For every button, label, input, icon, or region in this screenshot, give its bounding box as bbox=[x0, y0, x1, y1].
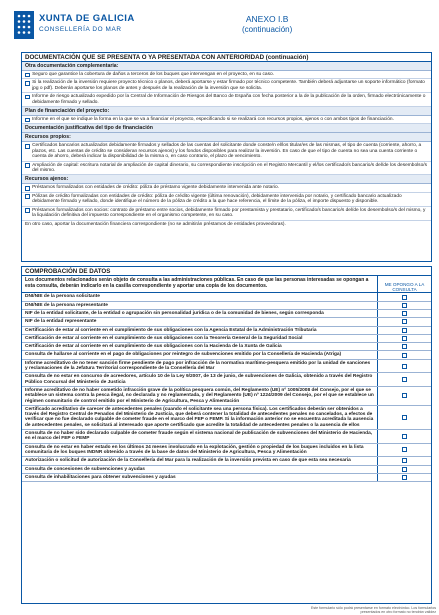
oppose-cell bbox=[377, 318, 431, 325]
check-row bbox=[22, 466, 431, 474]
data-check-intro bbox=[22, 276, 431, 293]
oppose-column-header: ME OPONGO A LA CONSULTA bbox=[377, 276, 431, 292]
check-row-text: DNI/NIE de la persona solicitante bbox=[25, 294, 100, 300]
page-header bbox=[14, 8, 425, 48]
document-item bbox=[22, 142, 431, 161]
check-row-text: NIF de la entidad solicitante, de la entidad o agrupación sin personalidad jurídica o de la comunidad de bienes, según corresponda bbox=[25, 311, 324, 316]
oppose-checkbox[interactable] bbox=[402, 328, 407, 333]
check-row-text: Informe acreditativo de no tener sanción firme pendiente de pago por infracción de la normativa marítimo-pesquera emitido por la unidad de sanciones y reclamaciones de la Jefatura Territorial correspondiente de la Consellería del Mar bbox=[25, 360, 371, 372]
group-heading: Otra documentación complementaria: bbox=[22, 62, 431, 71]
check-row bbox=[22, 327, 431, 335]
oppose-cell bbox=[377, 327, 431, 334]
check-row bbox=[22, 343, 431, 351]
check-row bbox=[22, 373, 431, 387]
check-row-text: Certificación de estar al corriente en el cumplimiento de sus obligaciones con la Agencia Estatal de la Administración Tributaria bbox=[25, 327, 317, 333]
oppose-cell bbox=[377, 360, 431, 373]
document-item bbox=[22, 116, 431, 124]
oppose-cell bbox=[377, 430, 431, 443]
check-row bbox=[22, 335, 431, 343]
oppose-cell bbox=[377, 466, 431, 473]
check-row-text: NIF de la entidad representante bbox=[25, 319, 97, 325]
document-item bbox=[22, 93, 431, 107]
check-row bbox=[22, 293, 431, 301]
data-check-intro-text: Los documentos relacionados serán objeto de consulta a las administraciones públicas. En caso de que las personas interesadas se opongan a esta consulta, deberán indicarlo en la casilla correspondiente y aportar una copia de los documentos. bbox=[25, 277, 369, 289]
oppose-cell bbox=[377, 351, 431, 358]
check-row bbox=[22, 406, 431, 430]
document-checkbox[interactable] bbox=[25, 144, 30, 149]
oppose-checkbox[interactable] bbox=[402, 364, 407, 369]
oppose-cell bbox=[377, 406, 431, 429]
oppose-checkbox[interactable] bbox=[402, 344, 407, 349]
group-heading: Recursos ajenos: bbox=[22, 175, 431, 184]
documentation-section-title: DOCUMENTACIÓN QUE SE PRESENTA O YA PRESENTADA CON ANTERIORIDAD (continuación) bbox=[22, 53, 431, 62]
documentation-section-body bbox=[22, 62, 431, 221]
document-item-text: Préstamos formalizados con entidades de crédito: póliza de préstamo vigente debidamente intervenida ante notario. bbox=[32, 185, 280, 191]
oppose-cell bbox=[377, 474, 431, 481]
oppose-cell bbox=[377, 293, 431, 300]
group-heading: Recursos propios: bbox=[22, 133, 431, 142]
document-checkbox[interactable] bbox=[25, 186, 30, 191]
group-heading: Plan de financiación del proyecto: bbox=[22, 107, 431, 116]
document-item-text: Seguro que garantice la cobertura de daños a terceros de los buques que intervengan en el proyecto, en su caso. bbox=[32, 72, 274, 77]
oppose-checkbox[interactable] bbox=[402, 303, 407, 308]
check-row-text: Certificación de estar al corriente en el cumplimiento de sus obligaciones con la Tesorería General de la Seguridad Social bbox=[25, 335, 303, 341]
oppose-cell bbox=[377, 373, 431, 386]
data-check-section bbox=[21, 266, 432, 604]
check-row bbox=[22, 351, 431, 359]
check-row-text: Consulta de no estar en haber estado en los últimos 24 meses involucrado en la explotación, gestión o propiedad de los buques incluidos en la lista comunitaria de los buques INDNR obtenido a través de la base de datos del Ministerio de Agricultura, Pesca y Alimentación bbox=[25, 444, 364, 455]
check-row bbox=[22, 387, 431, 406]
check-row-text: Consulta de concesiones de subvenciones y ayudas bbox=[25, 466, 145, 472]
oppose-cell bbox=[377, 457, 431, 464]
document-checkbox[interactable] bbox=[25, 118, 30, 123]
oppose-checkbox[interactable] bbox=[402, 311, 407, 316]
check-row-text: Certificación de estar al corriente en el cumplimiento de sus obligaciones con la Hacienda de la Xunta de Galicia bbox=[25, 344, 282, 350]
document-item bbox=[22, 79, 431, 93]
check-row-text: Consulta de no haber sido declarado culpable de cometer fraude según el sistema nacional de publicación de subvenciones del Ministerio de Hacienda, en el marco del FEP o FEMP bbox=[25, 431, 373, 442]
document-item-text: Informe de riesgo actualizado expedido por la Central de Información de Riesgos del Banco de España con fecha posterior a la de la publicación de la orden, firmado electrónicamente o debidamente firmado y sellado. bbox=[32, 94, 426, 105]
check-row-text: Informe acreditativo de no haber cometido infracción grave de la política pesquera común, del Reglamento (UE) nº 1005/2008 del Consejo, por el que se establece un sistema contra la pesca ilegal, no declarada y no reglamentada, y del Reglamento (UE) nº 1224/2009 del Consejo, por el que se establece un régimen comunitario de control emitido por el Ministerio de Agricultura, Pesca y Alimentación bbox=[25, 387, 374, 404]
oppose-checkbox[interactable] bbox=[402, 319, 407, 324]
check-row bbox=[22, 474, 431, 482]
oppose-checkbox[interactable] bbox=[402, 377, 407, 382]
document-checkbox[interactable] bbox=[25, 163, 30, 168]
document-item-text: Ampliación de capital: escritura notarial de ampliación de capital dinerario, su correspondiente inscripción en el Registro Mercantil y el/los certificado/s bancario/s del/de los desembolso/s del mismo. bbox=[32, 162, 427, 174]
document-checkbox[interactable] bbox=[25, 81, 30, 86]
oppose-checkbox[interactable] bbox=[402, 353, 407, 358]
document-item-text: Certificados bancarios actualizados debidamente firmados y sellados de las cuentas del solicitante donde conste/n el/los titular/es de las mismas, el tipo de cuenta (corriente, ahorro, a plazos, etc. Las cuentas de crédito se consideran recursos ajenos) y los fondos disponibles para realizar la inversión. En caso de que el tipo de cuenta no sea una cuenta corriente o cuenta de ahorro, deberá indicar la disponibilidad de la misma o, en caso contrario, el plazo de vencimiento. bbox=[32, 143, 422, 160]
check-row-text: Consulta de no estar en concurso de acreedores, artículo 10 de la Ley 9/2007, de 13 de junio, de subvenciones de Galicia, obtenido a través del Registro Público Concursal del Ministerio de Justicia bbox=[25, 374, 373, 385]
oppose-checkbox[interactable] bbox=[402, 415, 407, 420]
oppose-checkbox[interactable] bbox=[402, 393, 407, 398]
annex-subtitle: (continuación) bbox=[242, 25, 293, 34]
oppose-checkbox[interactable] bbox=[402, 295, 407, 300]
brand-name: XUNTA DE GALICIA bbox=[39, 13, 135, 24]
oppose-cell bbox=[377, 302, 431, 309]
document-item-text: Informe en el que se indique la forma en la que se va a financiar el proyecto, especificando si se realizará con recursos propios, ajenos o con ambos tipos de financiación. bbox=[32, 117, 394, 123]
brand bbox=[39, 13, 135, 33]
document-item-text: Si la realización de la inversión requiere proyecto técnico o planos, deberá aportarse y estar firmado por técnico competente. También deberá adjuntarse un soporte informático (formato jpg o pdf). Deberán aportarse los planos de antes y después de la realización de la inversión que se solicita. bbox=[32, 80, 425, 91]
check-row-text: DNI/NIE de la persona representante bbox=[25, 302, 108, 308]
document-item bbox=[22, 71, 431, 79]
check-row bbox=[22, 360, 431, 374]
document-item-text: Préstamos formalizados con socios: contrato de préstamo entre socios, debidamente firmado por prestamista y prestatario, certificado/s bancario/s del/de los desembolso/s del mismo, y la liquidación definitiva del impuesto correspondiente en el organismo competente, en su caso. bbox=[32, 207, 426, 219]
check-row bbox=[22, 457, 431, 465]
group-heading: Documentación justificativa del tipo de financiación bbox=[22, 124, 431, 133]
check-row-text: Consulta de inhabilitaciones para obtener subvenciones y ayudas bbox=[25, 474, 176, 480]
document-checkbox[interactable] bbox=[25, 208, 30, 213]
document-item bbox=[22, 184, 431, 192]
oppose-checkbox[interactable] bbox=[402, 458, 407, 463]
document-checkbox[interactable] bbox=[25, 73, 30, 78]
check-row bbox=[22, 302, 431, 310]
oppose-checkbox[interactable] bbox=[402, 467, 407, 472]
brand-sub: CONSELLERÍA DO MAR bbox=[39, 26, 122, 33]
oppose-cell bbox=[377, 343, 431, 350]
document-checkbox[interactable] bbox=[25, 194, 30, 199]
oppose-cell bbox=[377, 310, 431, 317]
oppose-cell bbox=[377, 387, 431, 405]
document-item-text: Pólizas de crédito formalizadas con entidades de crédito: póliza de crédito vigente (última renovación), debidamente intervenida por notario, y certificado bancario actualizado debidamente firmado y sellado, donde identifique el número de la póliza de crédito a la que hace referencia, el límite de la póliza, el importe dispuesto y disponible. bbox=[32, 193, 402, 205]
footer-note: Este formulario sólo podrá presentarse en formato electrónico. Los formularios presentados en otro formato no tendrán validez bbox=[310, 606, 436, 615]
check-row bbox=[22, 430, 431, 444]
annex-label bbox=[242, 14, 292, 34]
document-checkbox[interactable] bbox=[25, 95, 30, 100]
data-check-list bbox=[22, 293, 431, 482]
documentation-closing-note: En otro caso, aportar la documentación financiera correspondiente (no se admitirán préstamos de entidades proveedoras). bbox=[25, 222, 286, 227]
documentation-section bbox=[21, 52, 432, 262]
oppose-checkbox[interactable] bbox=[402, 475, 407, 480]
document-item bbox=[22, 193, 431, 207]
check-row bbox=[22, 444, 431, 458]
oppose-cell bbox=[377, 335, 431, 342]
data-check-section-title: COMPROBACIÓN DE DATOS bbox=[22, 267, 431, 276]
check-row-text: Consulta de hallarse al corriente en el pago de obligaciones por reintegro de subvenciones emitido por la Consellería de Hacienda (Atriga) bbox=[25, 352, 342, 358]
document-item bbox=[22, 162, 431, 176]
oppose-checkbox[interactable] bbox=[402, 434, 407, 439]
oppose-cell bbox=[377, 444, 431, 457]
annex-title: ANEXO I.B bbox=[245, 14, 289, 24]
oppose-checkbox[interactable] bbox=[402, 447, 407, 452]
check-row bbox=[22, 310, 431, 318]
check-row bbox=[22, 318, 431, 326]
oppose-checkbox[interactable] bbox=[402, 336, 407, 341]
check-row-text: Certificado acreditativo de carecer de antecedentes penales (cuando el solicitante sea una persona física). Los certificados deberán ser obtenidos a través del Registro Central de Penados del Ministerio de Justicia, que deberá contener la totalidad de antecedentes penales no cancelados, a efectos de verificar que no fue declarado culpable de cometer fraude en el marco del FEP o FEMP. Si la información anterior no se encuentra acreditada la ausencia de antecedentes penales, se solicitará al interesado que aporte certificado que acredite la totalidad de antecedentes penales o la ausencia de ellos bbox=[25, 406, 374, 428]
document-item bbox=[22, 207, 431, 221]
check-row-text: Autorización o solicitud de autorización de la Consellería del Mar para la realización de la inversión prevista en caso de que esta sea necesaria bbox=[25, 458, 351, 464]
xunta-logo-icon bbox=[14, 11, 34, 39]
